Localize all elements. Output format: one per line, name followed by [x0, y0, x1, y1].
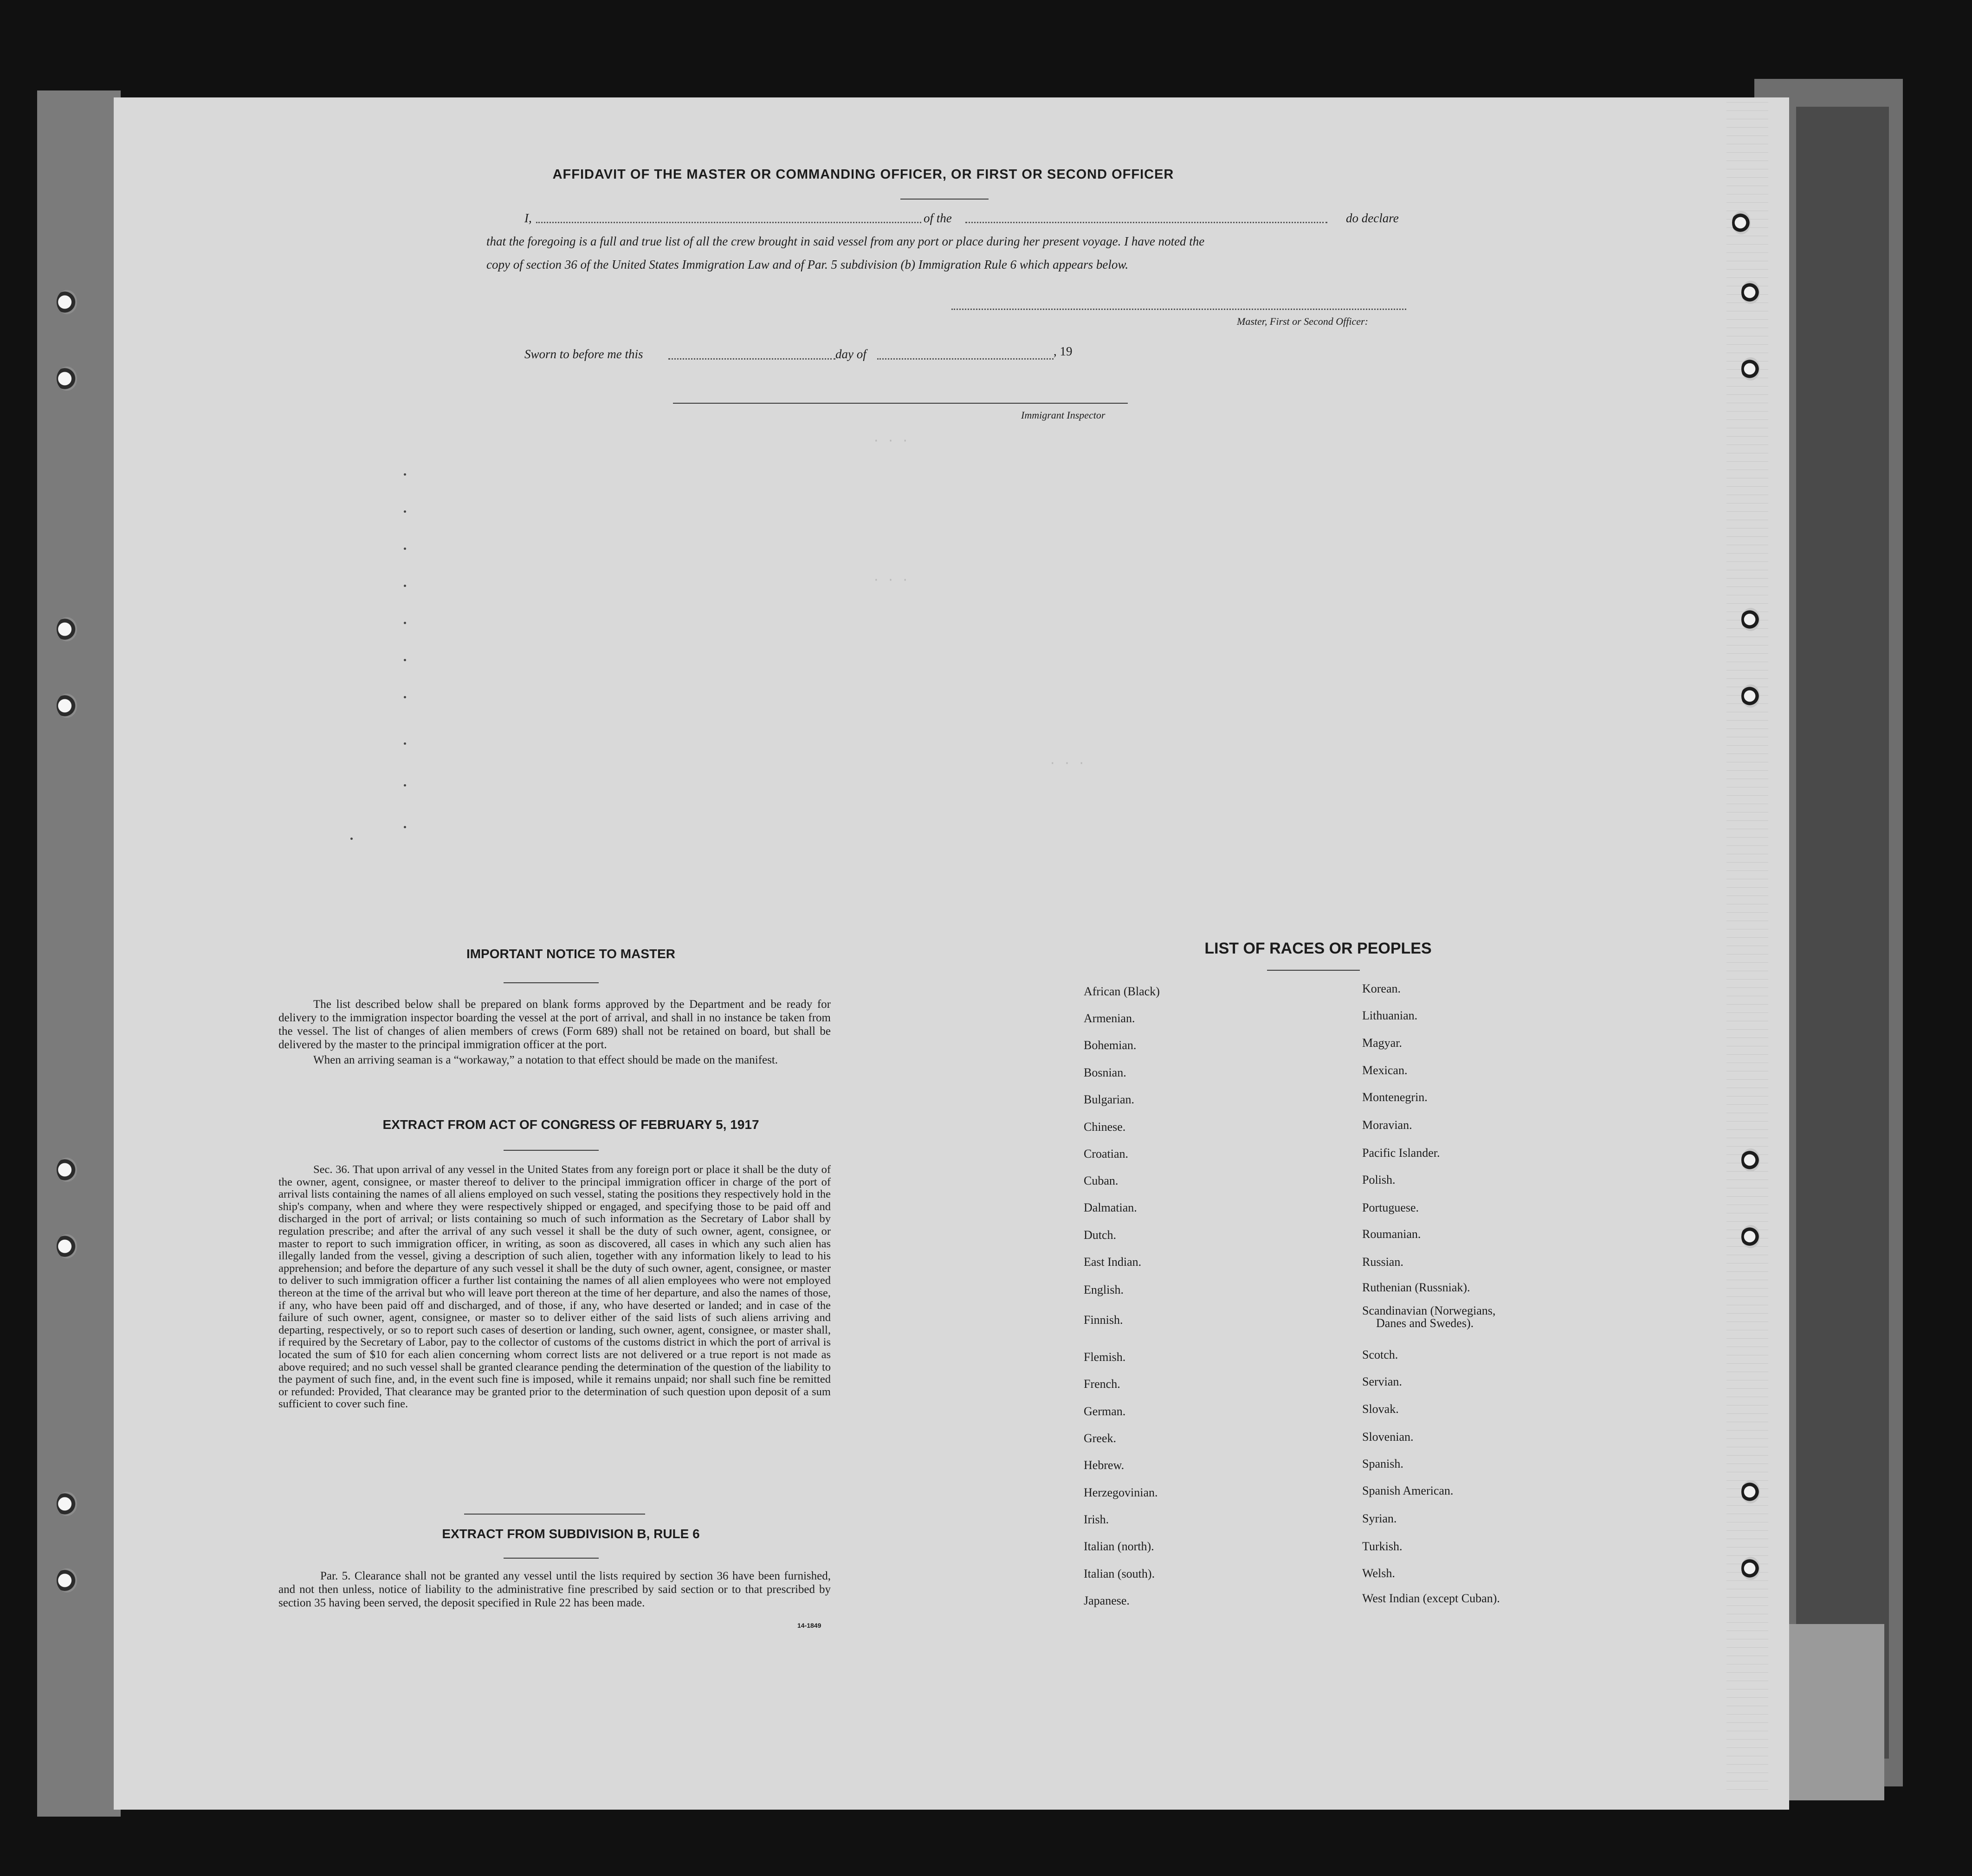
- master-signature-blank[interactable]: [951, 309, 1406, 310]
- master-signature-label: Master, First or Second Officer:: [1237, 316, 1368, 327]
- race-item: Scandinavian (Norwegians,: [1362, 1304, 1496, 1317]
- dot-mark: [404, 696, 406, 698]
- dot-mark: [404, 585, 406, 587]
- inspector-signature-line: [673, 403, 1128, 404]
- notice-title: IMPORTANT NOTICE TO MASTER: [466, 947, 676, 961]
- race-item: Bosnian.: [1084, 1066, 1126, 1079]
- extract-act-title: EXTRACT FROM ACT OF CONGRESS OF FEBRUARY 5, 1917: [382, 1117, 759, 1132]
- affidavit-line2: that the foregoing is a full and true list of all the crew brought in said vessel from any port or place during her present voyage. I have noted the: [486, 234, 1205, 248]
- race-item: Syrian.: [1362, 1512, 1397, 1525]
- sworn-day-blank[interactable]: [668, 358, 835, 360]
- race-item: Ruthenian (Russniak).: [1362, 1281, 1470, 1294]
- ledger-grid-edge: [1726, 102, 1768, 1796]
- race-item: Dalmatian.: [1084, 1201, 1137, 1214]
- race-item: Slovak.: [1362, 1402, 1399, 1416]
- race-item: Russian.: [1362, 1255, 1403, 1269]
- race-item: Spanish American.: [1362, 1484, 1454, 1497]
- race-item: Bulgarian.: [1084, 1093, 1135, 1106]
- inspector-label: Immigrant Inspector: [1021, 409, 1106, 421]
- race-item: West Indian (except Cuban).: [1362, 1592, 1500, 1605]
- dot-mark: [404, 784, 406, 787]
- back-sheet-shadow: [1796, 107, 1889, 1759]
- race-item: French.: [1084, 1377, 1120, 1391]
- race-item: Finnish.: [1084, 1313, 1123, 1327]
- race-item: Herzegovinian.: [1084, 1486, 1158, 1499]
- race-item: English.: [1084, 1283, 1124, 1296]
- race-item: German.: [1084, 1405, 1126, 1418]
- race-item: Armenian.: [1084, 1012, 1135, 1025]
- affidavit-do-declare: do declare: [1346, 211, 1399, 225]
- race-item: Hebrew.: [1084, 1458, 1125, 1472]
- binder-hole: [1732, 211, 1751, 234]
- back-sheet-corner: [1773, 1624, 1884, 1800]
- affidavit-title: AFFIDAVIT OF THE MASTER OR COMMANDING OFFICER, OR FIRST OR SECOND OFFICER: [552, 167, 1174, 182]
- race-item: African (Black): [1084, 985, 1160, 998]
- race-item: Dutch.: [1084, 1228, 1117, 1242]
- race-item: Flemish.: [1084, 1350, 1126, 1364]
- bleed-through: · · ·: [1049, 756, 1086, 770]
- bleed-through: · · ·: [873, 434, 909, 448]
- binder-hole: [1741, 608, 1760, 631]
- divider: [464, 1514, 645, 1515]
- binder-strip: [37, 90, 121, 1817]
- vessel-blank[interactable]: [965, 222, 1327, 223]
- race-item: Italian (south).: [1084, 1567, 1155, 1580]
- race-item: Pacific Islander.: [1362, 1146, 1440, 1160]
- race-item: Slovenian.: [1362, 1430, 1414, 1444]
- race-item: Danes and Swedes).: [1376, 1316, 1474, 1330]
- notice-body-2: When an arriving seaman is a “workaway,” a notation to that effect should be made on the manifest.: [313, 1054, 778, 1066]
- form-number: 14-1849: [797, 1622, 821, 1629]
- races-title: LIST OF RACES OR PEOPLES: [1204, 940, 1432, 957]
- race-item: Japanese.: [1084, 1594, 1130, 1607]
- race-item: Turkish.: [1362, 1540, 1403, 1553]
- race-item: Bohemian.: [1084, 1038, 1137, 1052]
- extract-rule-title: EXTRACT FROM SUBDIVISION B, RULE 6: [442, 1527, 700, 1541]
- race-item: Chinese.: [1084, 1120, 1126, 1134]
- race-item: East Indian.: [1084, 1255, 1142, 1269]
- dot-mark: [404, 548, 406, 550]
- race-item: Mexican.: [1362, 1064, 1408, 1077]
- binder-hole: [57, 617, 77, 641]
- day-of-label: day of: [835, 347, 866, 361]
- race-item: Irish.: [1084, 1513, 1109, 1526]
- binder-hole: [1741, 281, 1760, 304]
- affidavit-line3: copy of section 36 of the United States Immigration Law and of Par. 5 subdivision (b) Immigration Rule 6 which appears below.: [486, 258, 1129, 271]
- binder-hole: [57, 1234, 77, 1258]
- dot-mark: [404, 826, 406, 828]
- binder-hole: [1741, 1148, 1760, 1172]
- binder-hole: [57, 694, 77, 718]
- name-blank[interactable]: [536, 222, 921, 223]
- dot-mark: [404, 622, 406, 624]
- race-item: Portuguese.: [1362, 1201, 1419, 1214]
- binder-hole: [1741, 1557, 1760, 1580]
- race-item: Moravian.: [1362, 1118, 1412, 1132]
- binder-hole: [57, 367, 77, 391]
- race-item: Polish.: [1362, 1173, 1396, 1186]
- notice-body: The list described below shall be prepared on blank forms approved by the Department and be ready for delivery to the immigration inspector boarding the vessel at the port of arrival, and shall in no instance be taken from the vessel. The list of changes of alien members of crews (Form 689) shall not be retained on board, but shall be delivered by the master to the principal immigration officer at the port.: [278, 998, 831, 1051]
- race-item: Montenegrin.: [1362, 1090, 1428, 1104]
- divider: [504, 1150, 599, 1151]
- race-item: Welsh.: [1362, 1567, 1395, 1580]
- race-item: Roumanian.: [1362, 1227, 1421, 1241]
- dot-mark: [404, 473, 406, 476]
- binder-hole: [57, 1492, 77, 1516]
- race-item: Korean.: [1362, 982, 1401, 995]
- binder-hole: [57, 1568, 77, 1592]
- dot-mark: [404, 742, 406, 745]
- race-item: Italian (north).: [1084, 1540, 1154, 1553]
- dot-mark: [404, 659, 406, 661]
- race-item: Croatian.: [1084, 1147, 1129, 1160]
- bleed-through: · · ·: [873, 573, 909, 587]
- sworn-label: Sworn to before me this: [524, 347, 643, 361]
- binder-hole: [1741, 1225, 1760, 1248]
- dot-mark: [350, 838, 353, 840]
- extract-act-body: Sec. 36. That upon arrival of any vessel in the United States from any foreign port or place it shall be the duty of the owner, agent, consignee, or master thereof to deliver to the principal immigration officer in charge of the port of arrival lists containing the names of all aliens employed on such vessel, stating the positions they respectively hold in the ship's company, when and where they were respectively shipped or engaged, and specifying those to be paid off and discharged in the port of arrival; or lists containing so much of such information as the Secretary of Labor shall by regulation prescribe; and after the arrival of any such vessel it shall be the duty of such owner, agent, consignee, or master to report to such immigration officer, in writing, as soon as discovered, all cases in which any such alien has illegally landed from the vessel, giving a description of such alien, together with any information likely to lead to his apprehension; and before the departure of any such vessel it shall be the duty of such owner, agent, consignee, or master to deliver to such immigration officer a further list containing the names of all alien employees who were not employed thereon at the time of the arrival but who will leave port thereon at the time of her departure, and also the names of those, if any, who have been paid off and discharged, and of those, if any, who have deserted or landed; and in case of the failure of such owner, agent, consignee, or master so to deliver either of the said lists of such aliens arriving and departing, respectively, or so to report such cases of desertion or landing, such owner, agent, consignee, or master shall, if required by the Secretary of Labor, pay to the collector of customs of the customs district in which the port of arrival is located the sum of $10 for each alien concerning whom correct lists are not delivered or a true report is not made as above required; and no such vessel shall be granted clearance pending the determination of the question of the liability to the payment of such fine, and, in the event such fine is imposed, while it remains unpaid; nor shall such fine be remitted or refunded: Provided, That clearance may be granted prior to the determination of such question upon deposit of a sum sufficient to cover such fine.: [278, 1163, 831, 1411]
- divider: [504, 982, 599, 983]
- divider: [504, 1558, 599, 1559]
- race-item: Lithuanian.: [1362, 1009, 1418, 1022]
- divider: [1267, 970, 1360, 971]
- binder-hole: [1741, 1480, 1760, 1503]
- affidavit-i-label: I,: [524, 211, 532, 225]
- race-item: Cuban.: [1084, 1174, 1119, 1187]
- affidavit-of-the: of the: [924, 211, 952, 225]
- dot-mark: [404, 510, 406, 513]
- race-item: Scotch.: [1362, 1348, 1398, 1361]
- race-item: Spanish.: [1362, 1457, 1403, 1470]
- race-item: Greek.: [1084, 1431, 1117, 1445]
- race-item: Servian.: [1362, 1375, 1402, 1388]
- binder-hole: [1741, 684, 1760, 708]
- binder-hole: [57, 1158, 77, 1182]
- divider: [900, 199, 989, 200]
- binder-hole: [1741, 357, 1760, 380]
- year-label: , 19: [1054, 344, 1073, 358]
- extract-rule-body: Par. 5. Clearance shall not be granted any vessel until the lists required by section 36 have been furnished, and not then unless, notice of liability to the administrative fine prescribed by said section or to that prescribed by section 35 having been served, the deposit specified in Rule 22 has been made.: [278, 1570, 831, 1609]
- binder-hole: [57, 290, 77, 314]
- race-item: Magyar.: [1362, 1036, 1402, 1050]
- month-blank[interactable]: [877, 358, 1054, 360]
